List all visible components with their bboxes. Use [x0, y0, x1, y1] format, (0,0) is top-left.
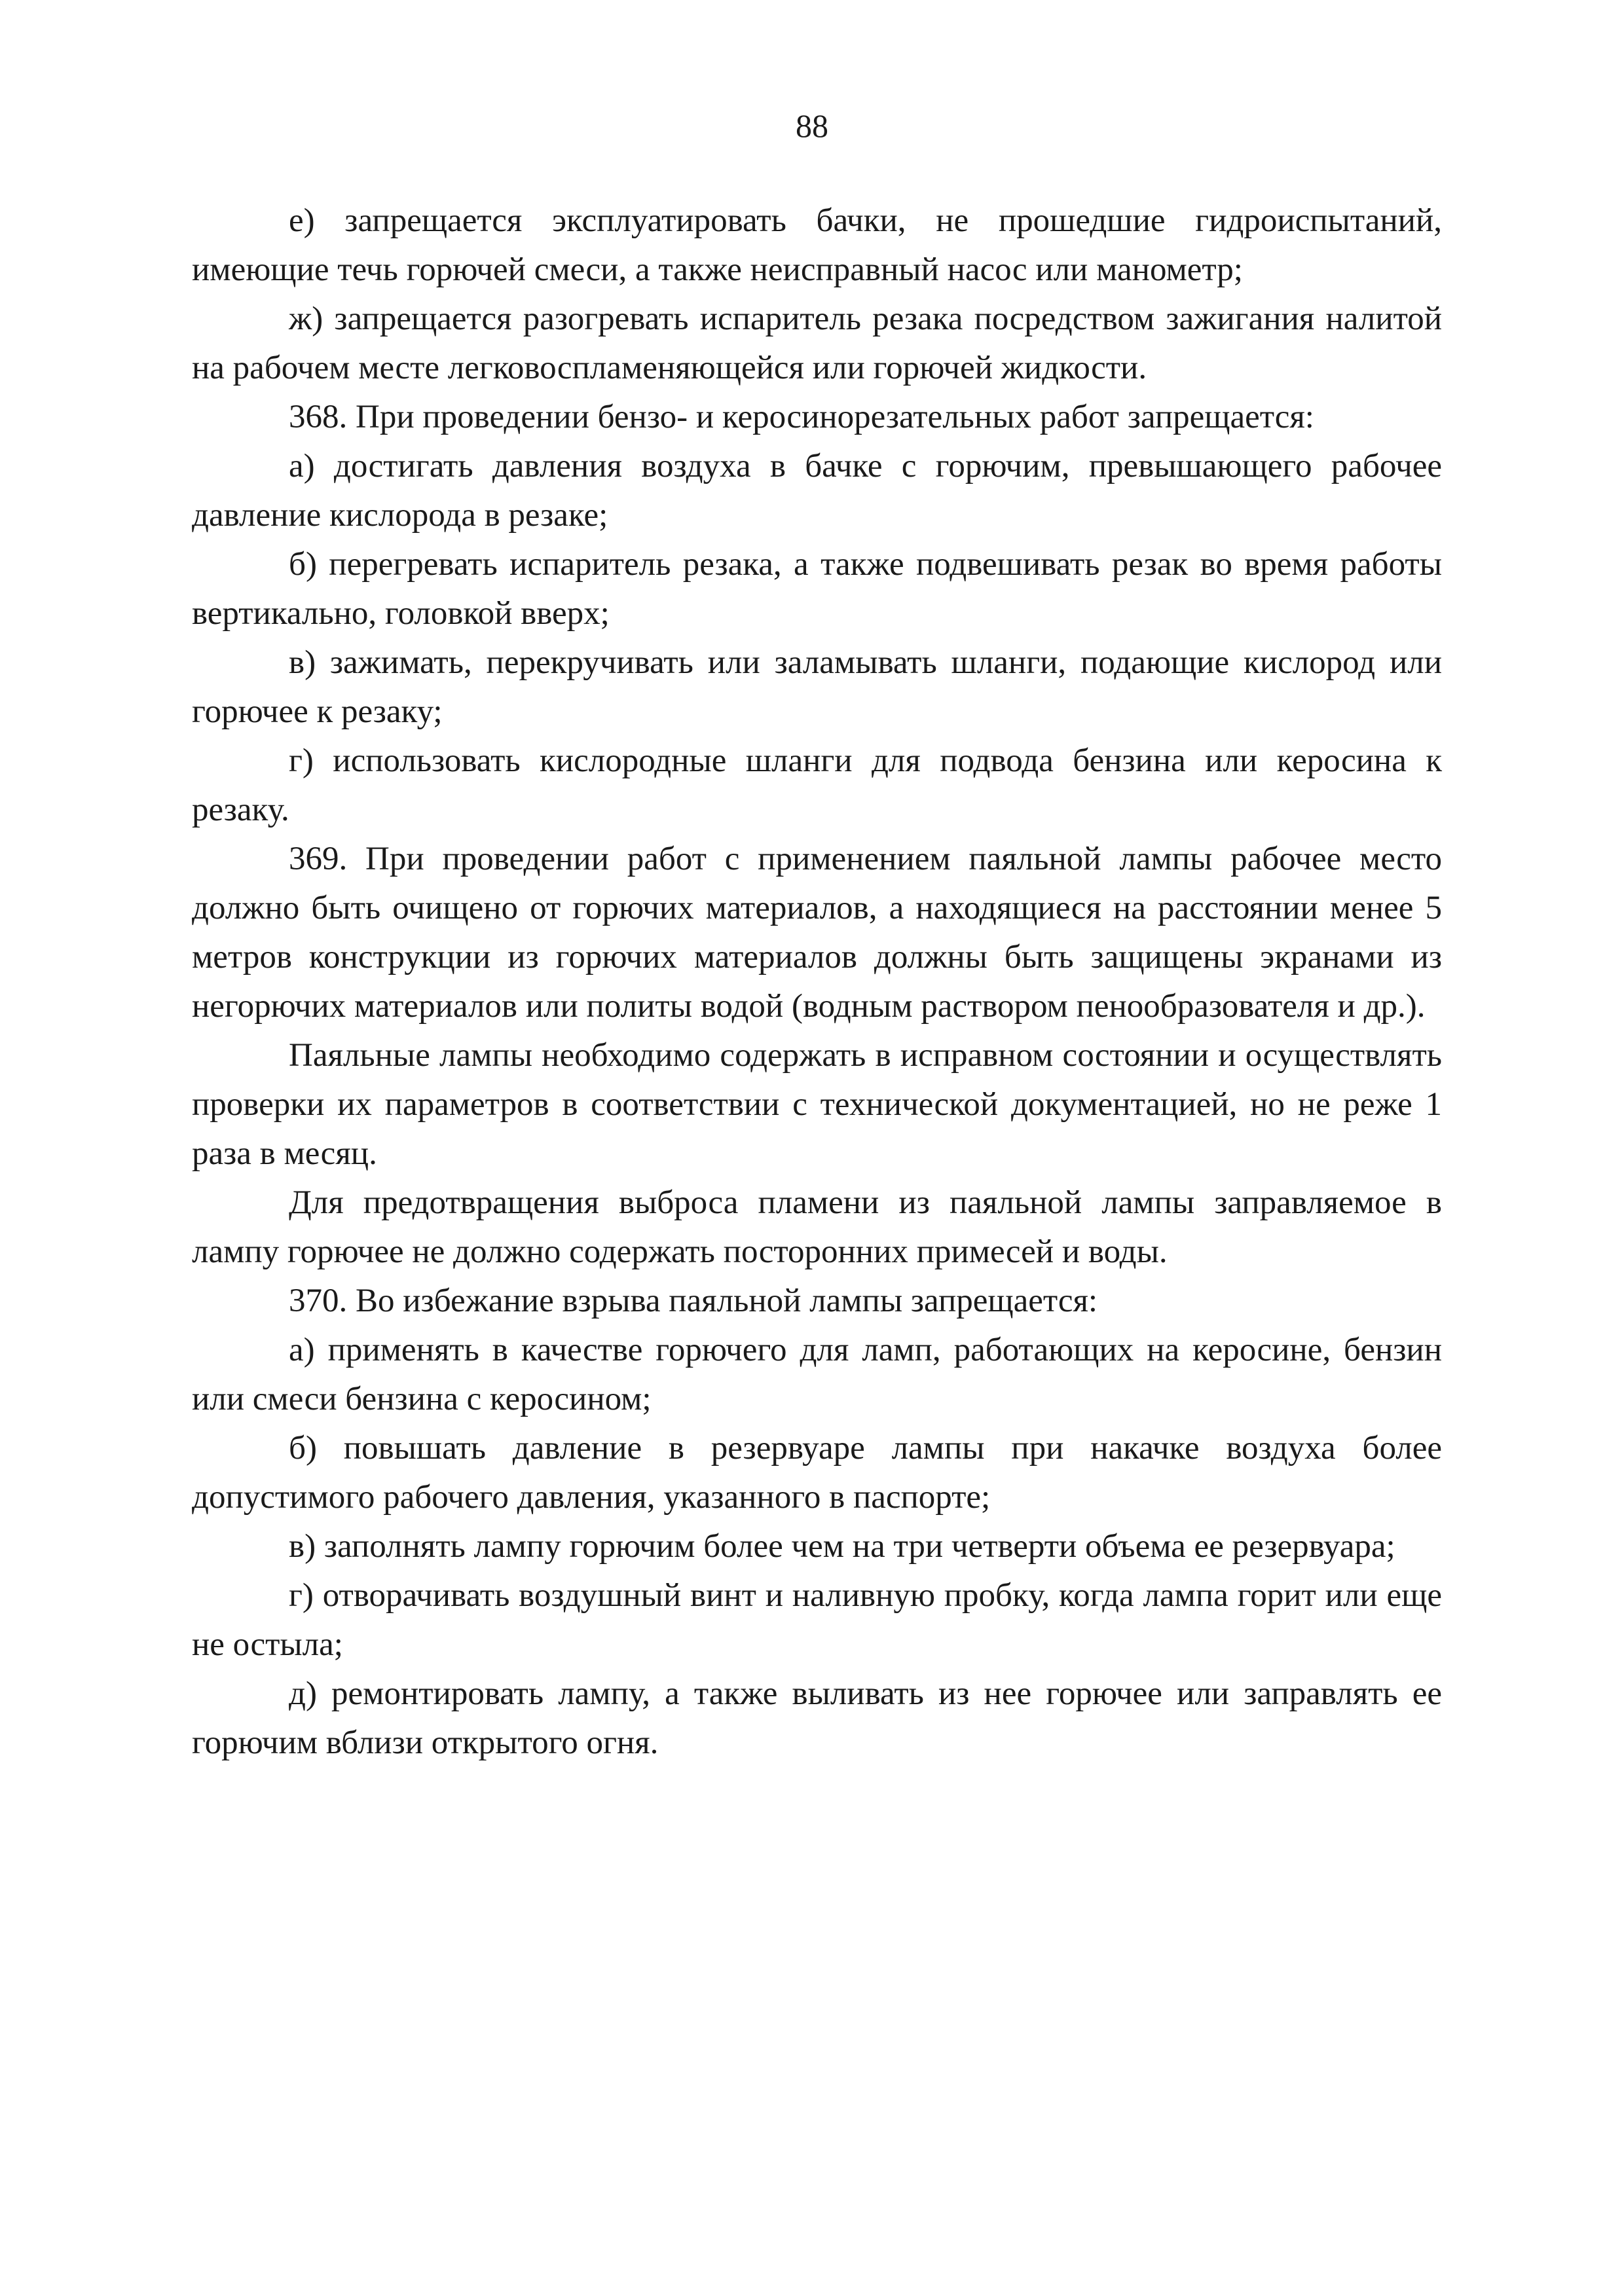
paragraph-369: 369. При проведении работ с применением паяльной лампы рабочее место должно быть очищено от горючих материалов, а находящиеся на расстоянии менее 5 метров конструкции из горючих материалов должны быть защищены экранами из негорючих материалов или политы водой (водным раствором пенообразователя и др.). [192, 841, 1442, 1025]
paragraph-370: 370. Во избежание взрыва паяльной лампы запрещается: [289, 1283, 1098, 1319]
paragraph-370-item-v: в) заполнять лампу горючим более чем на три четверти объема ее резервуара; [289, 1528, 1395, 1565]
paragraph-368-item-g: г) использовать кислородные шланги для подвода бензина или керосина к резаку. [192, 742, 1442, 828]
paragraph-370-item-d: д) ремонтировать лампу, а также выливать из нее горючее или заправлять ее горючим вблизи открытого огня. [192, 1675, 1442, 1761]
paragraph-368-item-a: а) достигать давления воздуха в бачке с горючим, превышающего рабочее давление кислорода в резаке; [192, 448, 1442, 534]
paragraph-369-fuel-purity: Для предотвращения выброса пламени из паяльной лампы заправляемое в лампу горючее не должно содержать посторонних примесей и воды. [192, 1184, 1442, 1270]
paragraph-368-item-v: в) зажимать, перекручивать или заламывать шланги, подающие кислород или горючее к резаку; [192, 644, 1442, 730]
paragraph-370-item-b: б) повышать давление в резервуаре лампы при накачке воздуха более допустимого рабочего давления, указанного в паспорте; [192, 1430, 1442, 1516]
page-number: 88 [796, 107, 828, 144]
paragraph-368-item-b: б) перегревать испаритель резака, а также подвешивать резак во время работы вертикально, головкой вверх; [192, 546, 1442, 632]
paragraph-item-zh: ж) запрещается разогревать испаритель резака посредством зажигания налитой на рабочем месте легковоспламеняющейся или горючей жидкости. [192, 301, 1442, 386]
paragraph-369-lamp-maintenance: Паяльные лампы необходимо содержать в исправном состоянии и осуществлять проверки их параметров в соответствии с технической документацией, но не реже 1 раза в месяц. [192, 1037, 1442, 1172]
paragraph-item-e: е) запрещается эксплуатировать бачки, не прошедшие гидроиспытаний, имеющие течь горючей смеси, а также неисправный насос или манометр; [192, 202, 1442, 288]
document-body [192, 196, 1442, 1768]
paragraph-370-item-a: а) применять в качестве горючего для ламп, работающих на керосине, бензин или смеси бензина с керосином; [192, 1332, 1442, 1417]
paragraph-368: 368. При проведении бензо- и керосинорезательных работ запрещается: [289, 399, 1314, 435]
paragraph-370-item-g: г) отворачивать воздушный винт и наливную пробку, когда лампа горит или еще не остыла; [192, 1577, 1442, 1663]
